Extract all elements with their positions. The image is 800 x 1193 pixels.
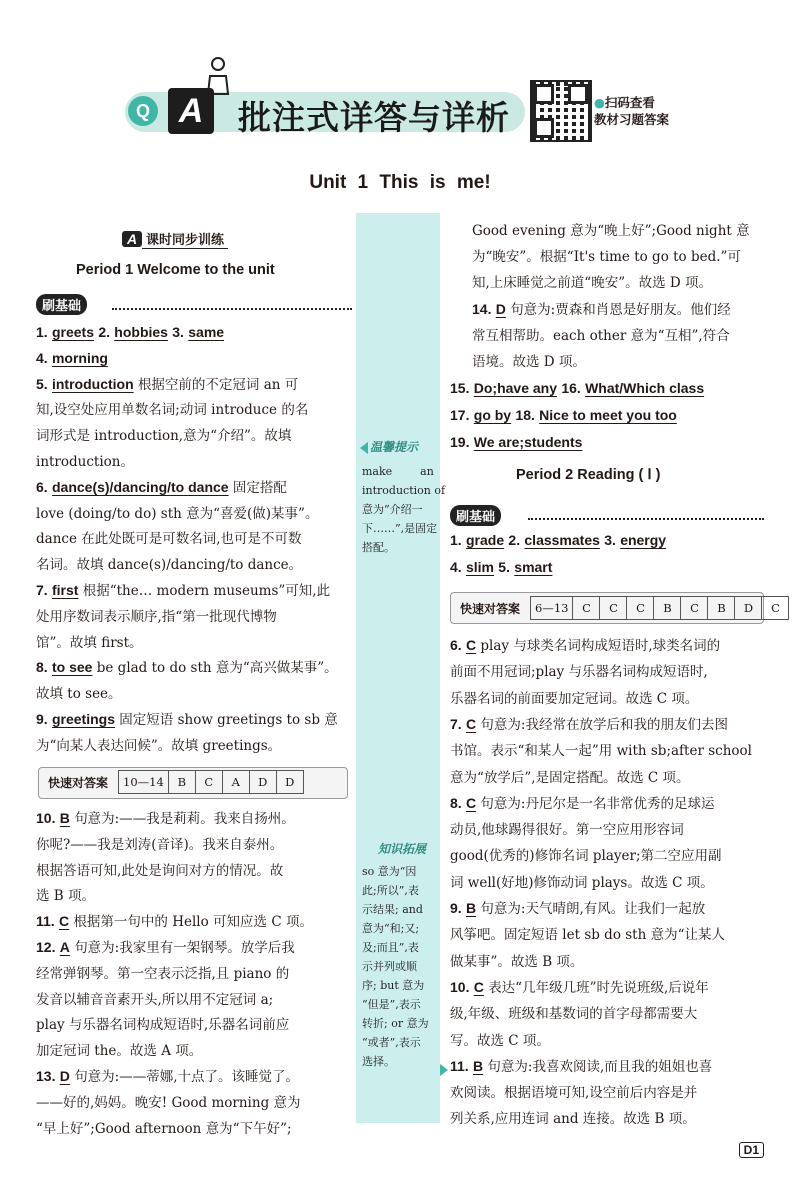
answer-key: Nice to meet you too xyxy=(539,407,677,423)
course-title: 课时同步训练 xyxy=(142,233,228,249)
page-number: D1 xyxy=(739,1142,764,1158)
answer-line xyxy=(450,765,690,791)
answer-key: We are;students xyxy=(473,434,583,450)
explanation-text: 根据第一句中的 Hello 可知应选 C 项。 xyxy=(73,914,313,931)
qa-answer: C xyxy=(762,597,789,620)
answer-line xyxy=(36,909,313,935)
explanation-text: 句意为:——我是莉莉。我来自扬州。 xyxy=(74,811,295,827)
explanation-text: 句意为:天气晴朗,有风。让我们一起放 xyxy=(480,901,706,917)
item-number: 17. xyxy=(450,407,470,423)
course-badge: A xyxy=(122,231,142,247)
arrow-left-icon xyxy=(360,442,368,454)
explanation-text: 故填 to see。 xyxy=(36,686,122,703)
item-number: 3. xyxy=(172,324,184,340)
explanation-text: be glad to do sth 意为“高兴做某事”。 xyxy=(96,660,338,677)
item-number: 7. xyxy=(36,582,48,598)
answer-line xyxy=(36,397,308,423)
explanation-text: good(优秀的)修饰名词 player;第二空应用副 xyxy=(450,848,722,865)
answer-key: introduction xyxy=(51,375,134,392)
answer-line xyxy=(472,297,731,323)
note-line: “或者”,表示 xyxy=(362,1036,421,1049)
answer-line xyxy=(36,655,338,681)
answer-line xyxy=(36,475,287,501)
note-line: 搭配。 xyxy=(362,541,395,554)
answer-line xyxy=(36,733,281,759)
answer-line xyxy=(36,1038,202,1064)
answer-line xyxy=(450,949,583,975)
unit-title: Unit 1 This is me! xyxy=(309,172,491,193)
answer-key: greetings xyxy=(51,711,115,727)
answer-line xyxy=(36,320,224,346)
answer-key: smart xyxy=(514,559,553,575)
qa-answer: D xyxy=(276,771,303,794)
explanation-text: 根据空前的不定冠词 an 可 xyxy=(137,376,299,393)
answer-key: C xyxy=(59,913,70,930)
answer-line xyxy=(36,832,283,858)
answer-line xyxy=(450,1054,712,1080)
explanation-text: 乐器名词的前面要加定冠词。故选 C 项。 xyxy=(450,690,699,707)
explanation-text: 为“晚安”。根据“It's time to go to bed.”可 xyxy=(472,249,741,266)
qa-answer: D xyxy=(735,597,762,620)
answer-key: same xyxy=(188,324,225,340)
explanation-text: 句意为:我经常在放学后和我的朋友们去图 xyxy=(480,716,728,733)
answer-line xyxy=(36,987,273,1013)
answer-line xyxy=(450,975,709,1001)
page-title: 批注式详答与详析 xyxy=(238,98,510,137)
explanation-text: 你呢?——我是刘涛(音译)。我来自泰州。 xyxy=(36,836,284,853)
item-number: 4. xyxy=(450,559,462,575)
answer-key: What/Which class xyxy=(585,380,705,396)
explanation-text: 语境。故选 D 项。 xyxy=(472,354,586,370)
answer-line xyxy=(36,604,277,630)
item-number: 1. xyxy=(450,532,462,548)
answer-line xyxy=(36,372,298,398)
answer-key: first xyxy=(51,582,79,598)
qr-code[interactable] xyxy=(530,80,592,142)
item-number: 8. xyxy=(36,659,48,676)
answer-key: C xyxy=(465,715,477,732)
qa-answer: B xyxy=(168,771,195,794)
answer-key: grade xyxy=(465,532,505,548)
answer-key: classmates xyxy=(524,532,600,548)
item-number: 10. xyxy=(36,810,56,826)
explanation-text: 经常弹钢琴。第一空表示泛指,且 piano 的 xyxy=(36,965,290,982)
basics-header-2 xyxy=(450,505,501,526)
answer-key: D xyxy=(59,1068,70,1084)
item-number: 8. xyxy=(450,794,462,811)
qa-answer: C xyxy=(681,597,708,620)
explanation-text: 词 well(好地)修饰动词 plays。故选 C 项。 xyxy=(450,874,714,891)
item-number: 1. xyxy=(36,324,48,340)
answer-key: slim xyxy=(465,559,494,575)
arrow-right-icon xyxy=(440,1064,448,1076)
answer-line xyxy=(36,578,330,604)
explanation-text: 句意为:我家里有一架钢琴。放学后我 xyxy=(74,940,295,956)
answer-key: hobbies xyxy=(114,324,168,340)
answer-line xyxy=(472,349,586,375)
note-line: 下……”,是固定 xyxy=(362,522,438,535)
answer-line xyxy=(450,1001,697,1027)
explanation-text: 根据答语可知,此处是询问对方的情况。故 xyxy=(36,862,284,879)
explanation-text: 选 B 项。 xyxy=(36,888,96,905)
item-number: 12. xyxy=(36,939,56,955)
answer-line xyxy=(450,896,705,922)
explanation-text: 名词。故填 dance(s)/dancing/to dance。 xyxy=(36,557,303,574)
note-line: “但是”,表示 xyxy=(362,998,421,1011)
ext-title: 知识拓展 xyxy=(378,842,427,856)
ext-text xyxy=(362,862,440,1071)
explanation-text: 固定搭配 xyxy=(232,479,287,496)
item-number: 5. xyxy=(498,559,510,575)
explanation-text: 意为“放学后”,是固定搭配。故选 C 项。 xyxy=(450,769,690,786)
dotted-rule xyxy=(112,308,352,310)
note-line: 转折; or 意为 xyxy=(362,1017,429,1030)
answer-line xyxy=(450,870,714,896)
answer-line xyxy=(450,528,666,554)
answer-key: C xyxy=(465,637,477,653)
item-number: 6. xyxy=(36,478,48,495)
explanation-text: 句意为:贾森和肖恩是好朋友。他们经 xyxy=(510,301,731,318)
explanation-text: 为“向某人表达问候”。故填 greetings。 xyxy=(36,737,282,754)
answer-line xyxy=(472,270,712,296)
period2-title: Period 2 Reading ( Ⅰ ) xyxy=(516,467,661,483)
explanation-text: 动员,他球踢得很好。第一空应用形容词 xyxy=(450,822,684,839)
answer-key: B xyxy=(465,900,477,916)
answer-line xyxy=(450,1080,697,1106)
item-number: 10. xyxy=(450,978,470,995)
explanation-text: 知,上床睡觉之前道“晚安”。故选 D 项。 xyxy=(472,275,713,292)
quick-answers-table-2 xyxy=(452,596,789,620)
explanation-text: introduction。 xyxy=(36,454,134,470)
answer-key: go by xyxy=(473,407,512,423)
qa-answer: C xyxy=(600,597,627,620)
scan-dot-icon: ● xyxy=(594,95,605,110)
scan-caption: ●扫码查看 xyxy=(594,95,655,110)
answer-line xyxy=(450,922,725,948)
qa-answer: C xyxy=(627,597,654,620)
qa-answer: B xyxy=(708,597,735,620)
quick-answers-table-1 xyxy=(40,770,304,794)
answer-key: morning xyxy=(51,349,108,366)
answer-line xyxy=(36,806,295,832)
explanation-text: 句意为:丹尼尔是一名非常优秀的足球运 xyxy=(480,795,715,812)
qa-range: 10—14 xyxy=(119,771,169,794)
item-number: 15. xyxy=(450,380,470,396)
qa-answer: D xyxy=(249,771,276,794)
explanation-text: dance 在此处既可是可数名词,也可是不可数 xyxy=(36,531,302,548)
answer-line xyxy=(36,1090,301,1116)
basics-label-2: 刷基础 xyxy=(450,505,501,526)
note-line: 此;所以”,表 xyxy=(362,884,419,897)
qa-label: 快速对答案 xyxy=(460,601,521,616)
explanation-text: Good evening 意为“晚上好”;Good night 意 xyxy=(472,223,750,239)
basics-header xyxy=(36,294,87,315)
explanation-text: 表达“几年级几班”时先说班级,后说年 xyxy=(488,979,709,996)
answer-line xyxy=(36,858,283,884)
explanation-text: 级,年级、班级和基数词的首字母都需要大 xyxy=(450,1006,698,1023)
item-number: 3. xyxy=(604,532,616,548)
qa-answer: B xyxy=(654,597,681,620)
explanation-text: 处用序数词表示顺序,指“第一批现代博物 xyxy=(36,608,277,625)
answer-line xyxy=(450,430,582,456)
answer-line xyxy=(36,1116,292,1142)
explanation-text: 做某事”。故选 B 项。 xyxy=(450,953,584,970)
answer-line xyxy=(450,555,552,581)
answer-line xyxy=(450,791,714,817)
explanation-text: 写。故选 C 项。 xyxy=(450,1032,550,1049)
note-line: 及;而且”,表 xyxy=(362,941,419,954)
answer-key: D xyxy=(495,300,506,317)
item-number: 16. xyxy=(561,380,581,396)
qa-answer: A xyxy=(222,771,249,794)
explanation-text: play 与乐器名词构成短语时,乐器名词前应 xyxy=(36,1017,290,1034)
a-badge: A xyxy=(168,88,214,134)
explanation-text: 风筝吧。固定短语 let sb do sth 意为“让某人 xyxy=(450,927,725,944)
explanation-text: 列关系,应用连词 and 连接。故选 B 项。 xyxy=(450,1111,696,1128)
period1-title: Period 1 Welcome to the unit xyxy=(76,262,275,278)
answer-line xyxy=(472,323,730,349)
explanation-text: “早上好”;Good afternoon 意为“下午好”; xyxy=(36,1120,292,1137)
answer-key: energy xyxy=(620,532,667,548)
item-number: 9. xyxy=(36,711,48,727)
explanation-text: 固定短语 show greetings to sb 意 xyxy=(119,712,338,728)
item-number: 6. xyxy=(450,637,462,653)
answer-line xyxy=(450,403,677,429)
item-number: 14. xyxy=(472,300,492,317)
item-number: 4. xyxy=(36,349,48,366)
answer-key: C xyxy=(465,794,477,811)
course-header xyxy=(122,229,228,248)
explanation-text: 知,设空处应用单数名词;动词 introduce 的名 xyxy=(36,402,309,419)
item-number: 9. xyxy=(450,900,462,916)
answer-key: B xyxy=(59,810,70,826)
qa-range: 6—13 xyxy=(531,597,573,620)
explanation-text: 句意为:我喜欢阅读,而且我的姐姐也喜 xyxy=(487,1058,713,1075)
item-number: 19. xyxy=(450,434,470,450)
answer-line xyxy=(36,423,291,449)
note-line: 序; but 意为 xyxy=(362,979,425,992)
answer-line xyxy=(450,1028,550,1054)
answer-line xyxy=(36,1064,299,1090)
answer-line xyxy=(450,376,704,402)
answer-line xyxy=(36,346,108,372)
item-number: 18. xyxy=(515,407,535,423)
item-number: 11. xyxy=(36,913,55,930)
answer-line xyxy=(36,526,302,552)
note-line: introduction of xyxy=(362,484,446,497)
answer-key: greets xyxy=(51,324,95,340)
answer-line xyxy=(450,712,728,738)
note-line: 选择。 xyxy=(362,1055,395,1068)
answer-line xyxy=(36,630,143,656)
item-number: 13. xyxy=(36,1068,56,1084)
note-line: 示结果; and xyxy=(362,903,423,916)
answer-line xyxy=(36,449,134,475)
item-number: 2. xyxy=(98,324,110,340)
answer-key: C xyxy=(473,978,484,995)
answer-line xyxy=(36,681,122,707)
note-line: so 意为“因 xyxy=(362,865,417,878)
answer-line xyxy=(450,738,752,764)
tip-title: 温馨提示 xyxy=(360,438,418,455)
note-line: 意为“介绍一 xyxy=(362,503,423,516)
explanation-text: 根据“the… modern museums”可知,此 xyxy=(82,583,331,599)
item-number: 5. xyxy=(36,375,48,392)
explanation-text: 发音以辅音音素开头,所以用不定冠词 a; xyxy=(36,991,274,1008)
answer-line xyxy=(36,707,338,733)
item-number: 7. xyxy=(450,715,462,732)
explanation-text: 馆”。故填 first。 xyxy=(36,634,143,651)
answer-line xyxy=(36,501,318,527)
explanation-text: 加定冠词 the。故选 A 项。 xyxy=(36,1043,203,1060)
qa-label: 快速对答案 xyxy=(48,775,109,790)
answer-line xyxy=(450,659,708,685)
answer-line xyxy=(450,843,722,869)
scan-caption-2: 教材习题答案 xyxy=(594,112,670,127)
note-line: 示并列或顺 xyxy=(362,960,417,973)
answer-line xyxy=(36,935,295,961)
item-number: 11. xyxy=(450,1057,469,1074)
answer-key: to see xyxy=(51,659,93,676)
tip-text xyxy=(362,462,446,557)
answer-key: A xyxy=(59,939,70,955)
explanation-text: 前面不用冠词;play 与乐器名词构成短语时, xyxy=(450,664,708,681)
answer-key: dance(s)/dancing/to dance xyxy=(51,478,229,495)
answer-line xyxy=(36,1012,289,1038)
answer-line xyxy=(450,1106,696,1132)
qa-answer: C xyxy=(573,597,600,620)
explanation-text: 常互相帮助。each other 意为“互相”,符合 xyxy=(472,327,730,344)
qa-answer: C xyxy=(195,771,222,794)
basics-label: 刷基础 xyxy=(36,294,87,315)
explanation-text: 词形式是 introduction,意为“介绍”。故填 xyxy=(36,428,292,445)
explanation-text: 书馆。表示“和某人一起”用 with sb;after school xyxy=(450,743,752,760)
explanation-text: ——好的,妈妈。晚安! Good morning 意为 xyxy=(36,1094,301,1111)
answer-line xyxy=(472,218,750,244)
explanation-text: 句意为:——蒂娜,十点了。该睡觉了。 xyxy=(74,1069,300,1085)
answer-line xyxy=(472,244,741,270)
answer-line xyxy=(36,883,95,909)
answer-line xyxy=(450,817,684,843)
explanation-text: 欢阅读。根据语境可知,设空前后内容是并 xyxy=(450,1085,698,1102)
answer-line xyxy=(450,686,698,712)
answer-line xyxy=(36,961,289,987)
answer-line xyxy=(450,633,720,659)
explanation-text: love (doing/to do) sth 意为“喜爱(做)某事”。 xyxy=(36,505,319,522)
answer-line xyxy=(36,552,302,578)
note-line: 意为“和;又; xyxy=(362,922,420,935)
answer-key: Do;have any xyxy=(473,380,558,396)
note-line: make an xyxy=(362,465,434,478)
explanation-text: play 与球类名词构成短语时,球类名词的 xyxy=(480,638,721,654)
q-badge: Q xyxy=(128,96,158,126)
dotted-rule-2 xyxy=(528,518,764,520)
answer-key: B xyxy=(473,1057,484,1074)
item-number: 2. xyxy=(508,532,521,548)
